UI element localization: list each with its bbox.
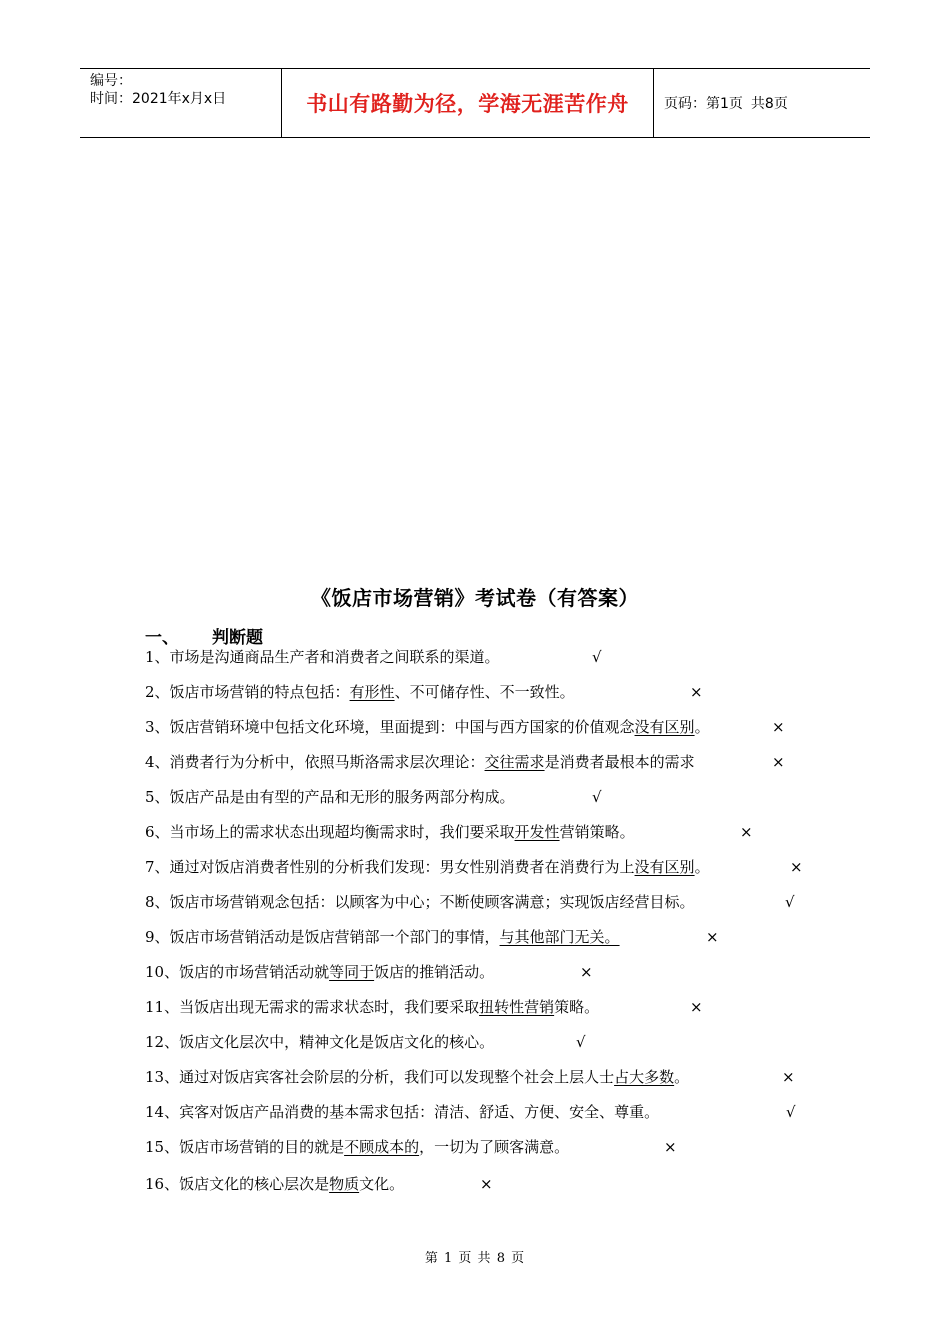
question-text: 8、饭店市场营销观念包括：以顾客为中心；不断使顾客满意；实现饭店经营目标。	[145, 893, 695, 911]
section-heading	[145, 623, 263, 648]
question-item	[145, 1101, 659, 1123]
header-motto-cell	[282, 69, 654, 137]
question-item	[145, 646, 500, 668]
question-item	[145, 1031, 494, 1053]
page-footer: 第 1 页 共 8 页	[424, 1251, 526, 1266]
question-text: 16、饭店文化的核心层次是	[145, 1175, 330, 1193]
check-mark: √	[785, 893, 795, 911]
question-item	[145, 961, 494, 983]
question-text: 15、饭店市场营销的目的就是	[145, 1138, 345, 1156]
question-text: 。	[694, 858, 710, 876]
underlined-text: 等同于	[329, 963, 375, 981]
section-name: 判断题	[212, 628, 263, 648]
cross-mark: ×	[782, 1068, 795, 1086]
question-text: 13、通过对饭店宾客社会阶层的分析，我们可以发现整个社会上层人士	[145, 1068, 615, 1086]
check-mark: √	[576, 1033, 586, 1051]
question-text: 2、饭店市场营销的特点包括：	[145, 683, 350, 701]
header-meta	[80, 69, 282, 137]
underlined-text: 扭转性营销	[479, 998, 555, 1016]
underlined-text: 与其他部门无关。	[499, 928, 620, 946]
question-text: 12、饭店文化层次中，精神文化是饭店文化的核心。	[145, 1033, 495, 1051]
underlined-text: 占大多数	[614, 1068, 675, 1086]
header-page-info	[654, 69, 870, 137]
time-label: 时间：2021年x月x日	[90, 91, 227, 107]
underlined-text: 开发性	[514, 823, 560, 841]
cross-mark: ×	[772, 718, 785, 736]
question-item	[145, 891, 695, 913]
cross-mark: ×	[790, 858, 803, 876]
page-header	[80, 68, 870, 138]
cross-mark: ×	[664, 1138, 677, 1156]
question-item	[145, 1136, 569, 1158]
question-text: 1、市场是沟通商品生产者和消费者之间联系的渠道。	[145, 648, 500, 666]
check-mark: √	[592, 648, 602, 666]
motto: 书山有路勤为径，学海无涯苦作舟	[306, 92, 629, 116]
question-text: 3、饭店营销环境中包括文化环境，里面提到：中国与西方国家的价值观念	[145, 718, 635, 736]
question-text: 营销策略。	[559, 823, 635, 841]
check-mark: √	[592, 788, 602, 806]
underlined-text: 物质	[329, 1175, 360, 1193]
page-total: 共8页	[750, 96, 788, 112]
question-text: 策略。	[554, 998, 600, 1016]
cross-mark: ×	[690, 998, 703, 1016]
question-item	[145, 856, 710, 878]
section-number: 一、	[145, 628, 179, 648]
question-text: 9、饭店市场营销活动是饭店营销部一个部门的事情，	[145, 928, 500, 946]
question-text: 文化。	[359, 1175, 405, 1193]
underlined-text: 没有区别	[634, 718, 695, 736]
question-item	[145, 996, 599, 1018]
question-item	[145, 926, 620, 948]
underlined-text: 不顾成本的	[344, 1138, 420, 1156]
question-text: 5、饭店产品是由有型的产品和无形的服务两部分构成。	[145, 788, 515, 806]
question-item	[145, 681, 575, 703]
question-item	[145, 751, 695, 773]
cross-mark: ×	[480, 1175, 493, 1193]
serial-label: 编号：	[90, 73, 132, 89]
cross-mark: ×	[772, 753, 785, 771]
question-item	[145, 821, 635, 843]
check-mark: √	[786, 1103, 796, 1121]
question-text: ，一切为了顾客满意。	[419, 1138, 570, 1156]
question-text: 饭店的推销活动。	[374, 963, 495, 981]
question-item	[145, 1066, 689, 1088]
underlined-text: 交往需求	[484, 753, 545, 771]
question-text: 、不可储存性、不一致性。	[394, 683, 575, 701]
question-item	[145, 786, 515, 808]
underlined-text: 有形性	[349, 683, 395, 701]
question-text: 是消费者最根本的需求	[544, 753, 695, 771]
cross-mark: ×	[690, 683, 703, 701]
question-item	[145, 716, 710, 738]
question-text: 10、饭店的市场营销活动就	[145, 963, 330, 981]
question-text: 6、当市场上的需求状态出现超均衡需求时，我们要采取	[145, 823, 515, 841]
question-text: 。	[674, 1068, 690, 1086]
page-number: 页码：第1页	[664, 96, 743, 112]
question-text: 。	[694, 718, 710, 736]
question-text: 11、当饭店出现无需求的需求状态时，我们要采取	[145, 998, 480, 1016]
cross-mark: ×	[706, 928, 719, 946]
document-title: 《饭店市场营销》考试卷（有答案）	[311, 586, 639, 610]
question-text: 14、宾客对饭店产品消费的基本需求包括：清洁、舒适、方便、安全、尊重。	[145, 1103, 660, 1121]
underlined-text: 没有区别	[634, 858, 695, 876]
cross-mark: ×	[740, 823, 753, 841]
question-text: 7、通过对饭店消费者性别的分析我们发现：男女性别消费者在消费行为上	[145, 858, 635, 876]
cross-mark: ×	[580, 963, 593, 981]
question-text: 4、消费者行为分析中，依照马斯洛需求层次理论：	[145, 753, 485, 771]
question-item	[145, 1173, 404, 1195]
